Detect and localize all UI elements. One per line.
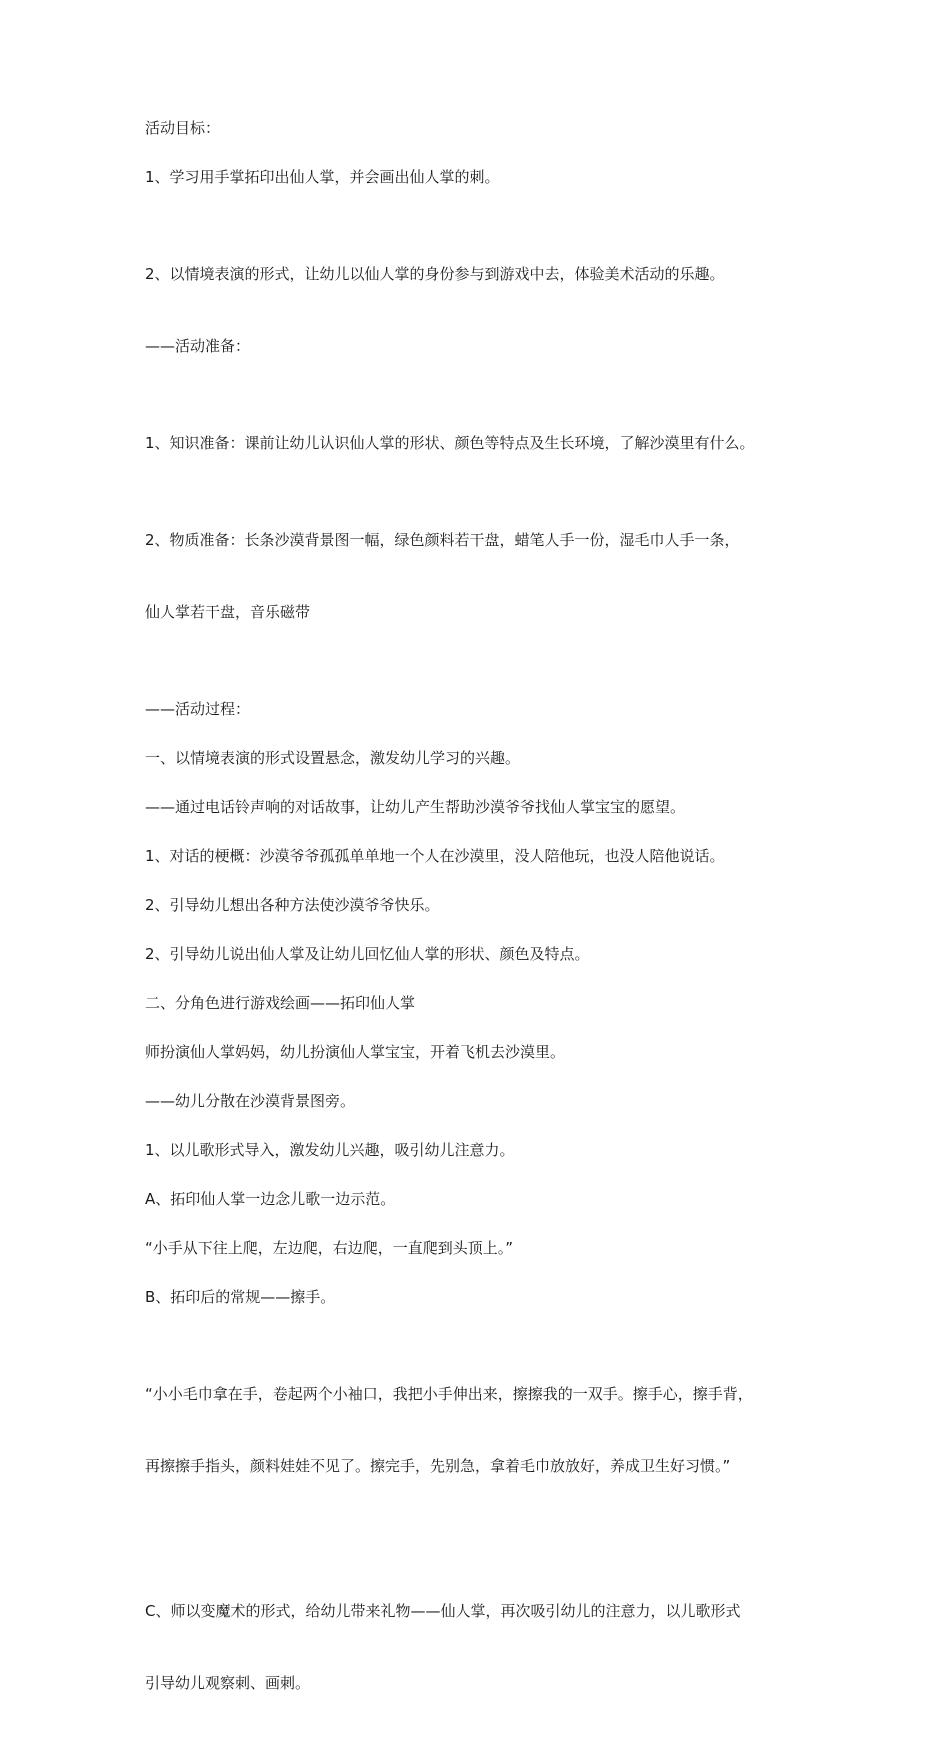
section-two-title: 二、分角色进行游戏绘画——拓印仙人掌 — [145, 994, 416, 1012]
document-body — [145, 116, 815, 1743]
goal-item-2-block — [145, 214, 815, 406]
heading-activity-goals: 活动目标： — [145, 119, 221, 137]
section-one-title: 一、以情境表演的形式设置悬念，激发幼儿学习的兴趣。 — [145, 749, 521, 767]
step-c-line-2: 引导幼儿观察刺、画刺。 — [145, 1674, 311, 1692]
section-one-intro: ——通过电话铃声响的对话故事，让幼儿产生帮助沙漠爷爷找仙人掌宝宝的愿望。 — [145, 798, 686, 816]
heading-activity-process: ——活动过程： — [145, 700, 251, 718]
step-c-line-1: C、师以变魔术的形式，给幼儿带来礼物——仙人掌，再次吸引幼儿的注意力，以儿歌形式 — [145, 1602, 741, 1620]
step-c-block — [145, 1551, 815, 1743]
preparation-materials-line-2: 仙人掌若干盘，音乐磁带 — [145, 603, 311, 621]
rhyme-2-block — [145, 1334, 815, 1526]
rhyme-2-line-1: “小小毛巾拿在手，卷起两个小袖口，我把小手伸出来，擦擦我的一双手。擦手心，擦手背， — [145, 1385, 753, 1403]
rhyme-1: “小手从下往上爬，左边爬，右边爬，一直爬到头顶上。” — [145, 1239, 514, 1257]
section-two-setup: ——幼儿分散在沙漠背景图旁。 — [145, 1092, 356, 1110]
goal-item-1: 1、学习用手掌拓印出仙人掌，并会画出仙人掌的刺。 — [145, 168, 500, 186]
section-two-item-1: 1、以儿歌形式导入，激发幼儿兴趣，吸引幼儿注意力。 — [145, 1141, 515, 1159]
rhyme-2-line-2: 再擦擦手指头，颜料娃娃不见了。擦完手，先别急，拿着毛巾放放好，养成卫生好习惯。” — [145, 1457, 731, 1475]
section-two-roles: 师扮演仙人掌妈妈，幼儿扮演仙人掌宝宝，开着飞机去沙漠里。 — [145, 1043, 566, 1061]
section-one-item-2: 2、引导幼儿想出各种方法使沙漠爷爷快乐。 — [145, 896, 440, 914]
heading-activity-preparation: ——活动准备： — [145, 337, 251, 355]
section-one-item-1: 1、对话的梗概：沙漠爷爷孤孤单单地一个人在沙漠里，没人陪他玩，也没人陪他说话。 — [145, 847, 725, 865]
goal-item-2: 2、以情境表演的形式，让幼儿以仙人掌的身份参与到游戏中去，体验美术活动的乐趣。 — [145, 265, 725, 283]
section-one-item-3: 2、引导幼儿说出仙人掌及让幼儿回忆仙人掌的形状、颜色及特点。 — [145, 945, 590, 963]
preparation-knowledge: 1、知识准备：课前让幼儿认识仙人掌的形状、颜色等特点及生长环境，了解沙漠里有什么。 — [145, 434, 755, 452]
preparation-materials-block — [145, 480, 815, 672]
step-a: A、拓印仙人掌一边念儿歌一边示范。 — [145, 1190, 396, 1208]
preparation-materials-line-1: 2、物质准备：长条沙漠背景图一幅，绿色颜料若干盘，蜡笔人手一份，湿毛巾人手一条， — [145, 531, 740, 549]
step-b: B、拓印后的常规——擦手。 — [145, 1288, 336, 1306]
